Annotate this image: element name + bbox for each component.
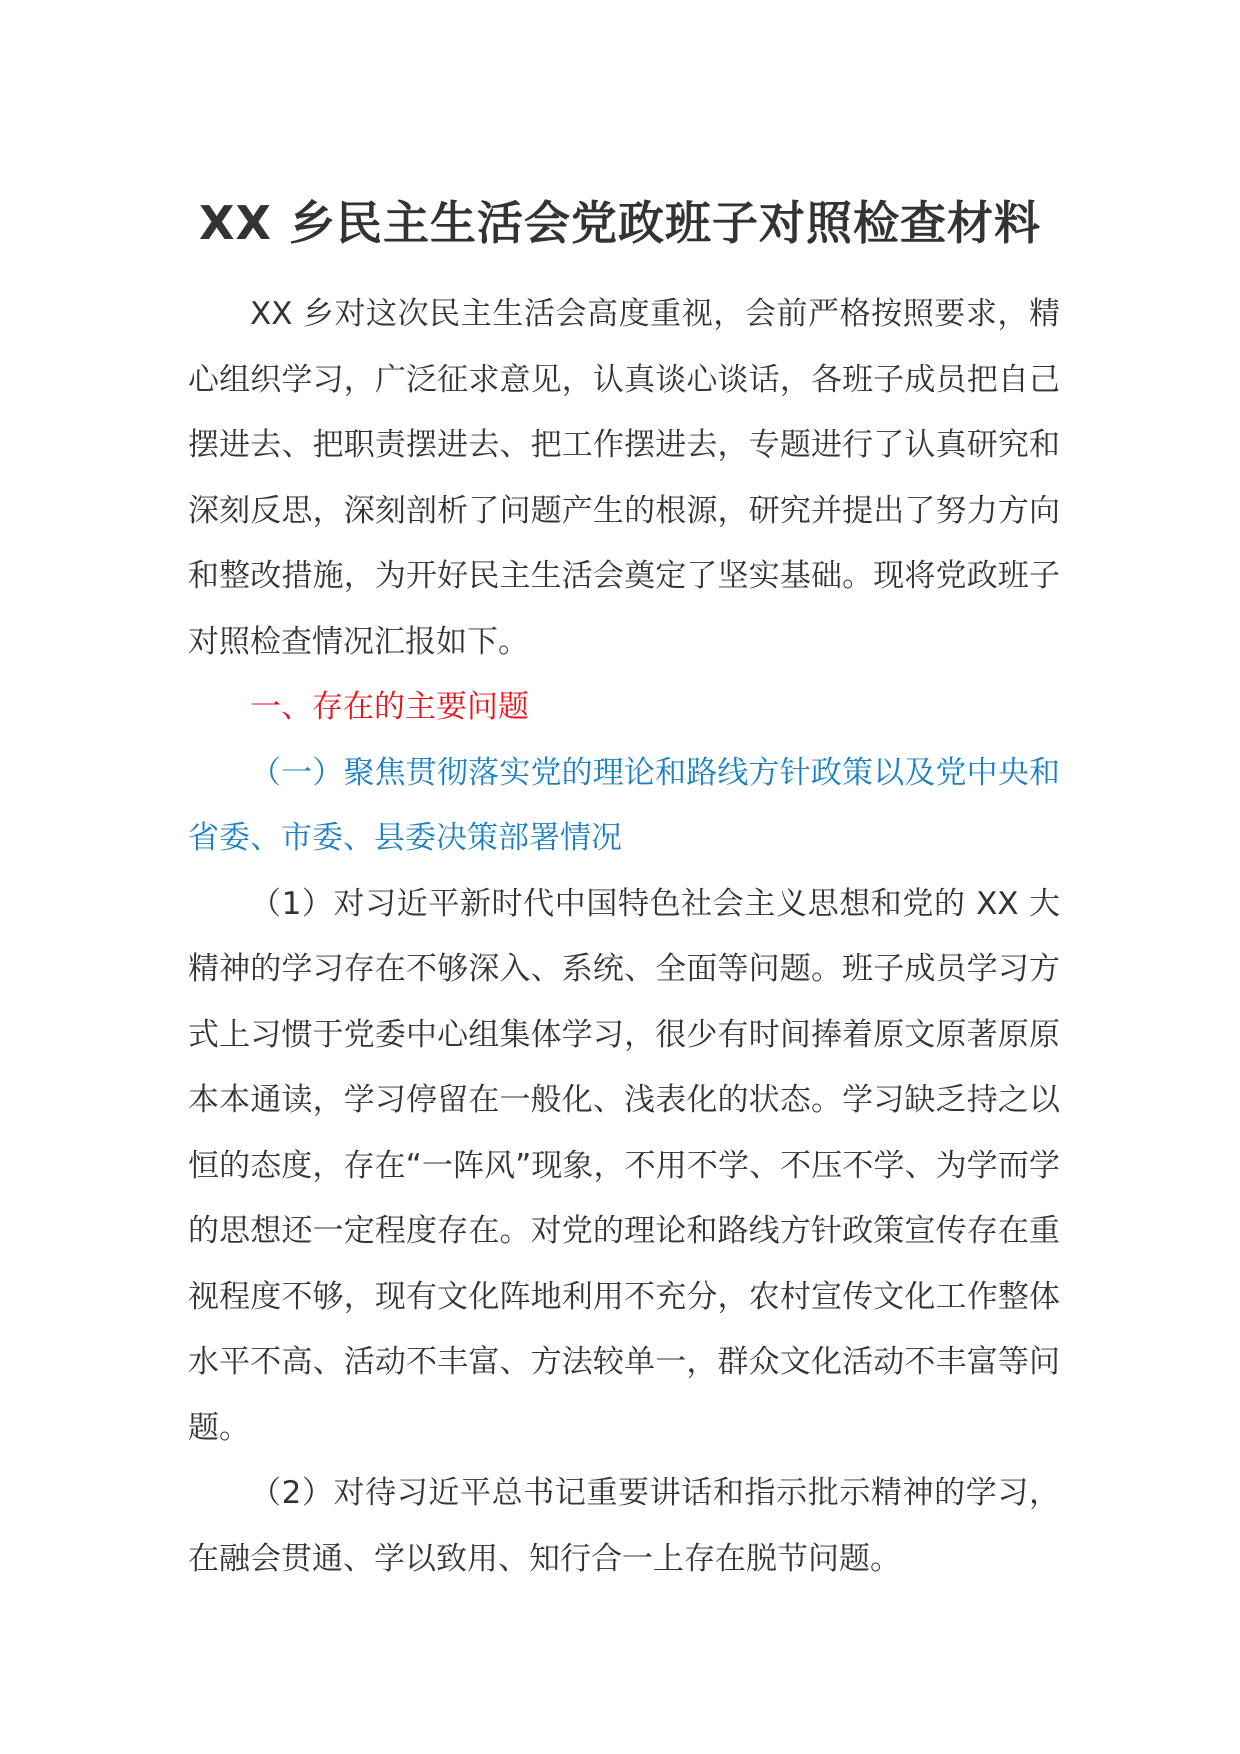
document-body bbox=[188, 282, 1060, 1592]
item-paragraph-1: （1）对习近平新时代中国特色社会主义思想和党的 XX 大精神的学习存在不够深入、系统、全面等问题。班子成员学习方式上习惯于党委中心组集体学习，很少有时间捧着原文原著原原本本通读，学习停留在一般化、浅表化的状态。学习缺乏持之以恒的态度，存在“一阵风”现象，不用不学、不压不学、为学而学的思想还一定程度存在。对党的理论和路线方针政策宣传存在重视程度不够，现有文化阵地利用不充分，农村宣传文化工作整体水平不高、活动不丰富、方法较单一，群众文化活动不丰富等问题。 bbox=[188, 885, 1060, 1446]
subsection-heading: （一）聚焦贯彻落实党的理论和路线方针政策以及党中央和省委、市委、县委决策部署情况 bbox=[188, 754, 1060, 856]
item-paragraph-2: （2）对待习近平总书记重要讲话和指示批示精神的学习，在融会贯通、学以致用、知行合一上存在脱节问题。 bbox=[188, 1475, 1060, 1577]
intro-paragraph: XX 乡对这次民主生活会高度重视，会前严格按照要求，精心组织学习，广泛征求意见，认真谈心谈话，各班子成员把自己摆进去、把职责摆进去、把工作摆进去，专题进行了认真研究和深刻反思，深刻剖析了问题产生的根源，研究并提出了努力方向和整改措施，为开好民主生活会奠定了坚实基础。现将党政班子对照检查情况汇报如下。 bbox=[188, 296, 1060, 660]
section-heading: 一、存在的主要问题 bbox=[250, 689, 529, 725]
document-title: XX 乡民主生活会党政班子对照检查材料 bbox=[199, 196, 1041, 250]
